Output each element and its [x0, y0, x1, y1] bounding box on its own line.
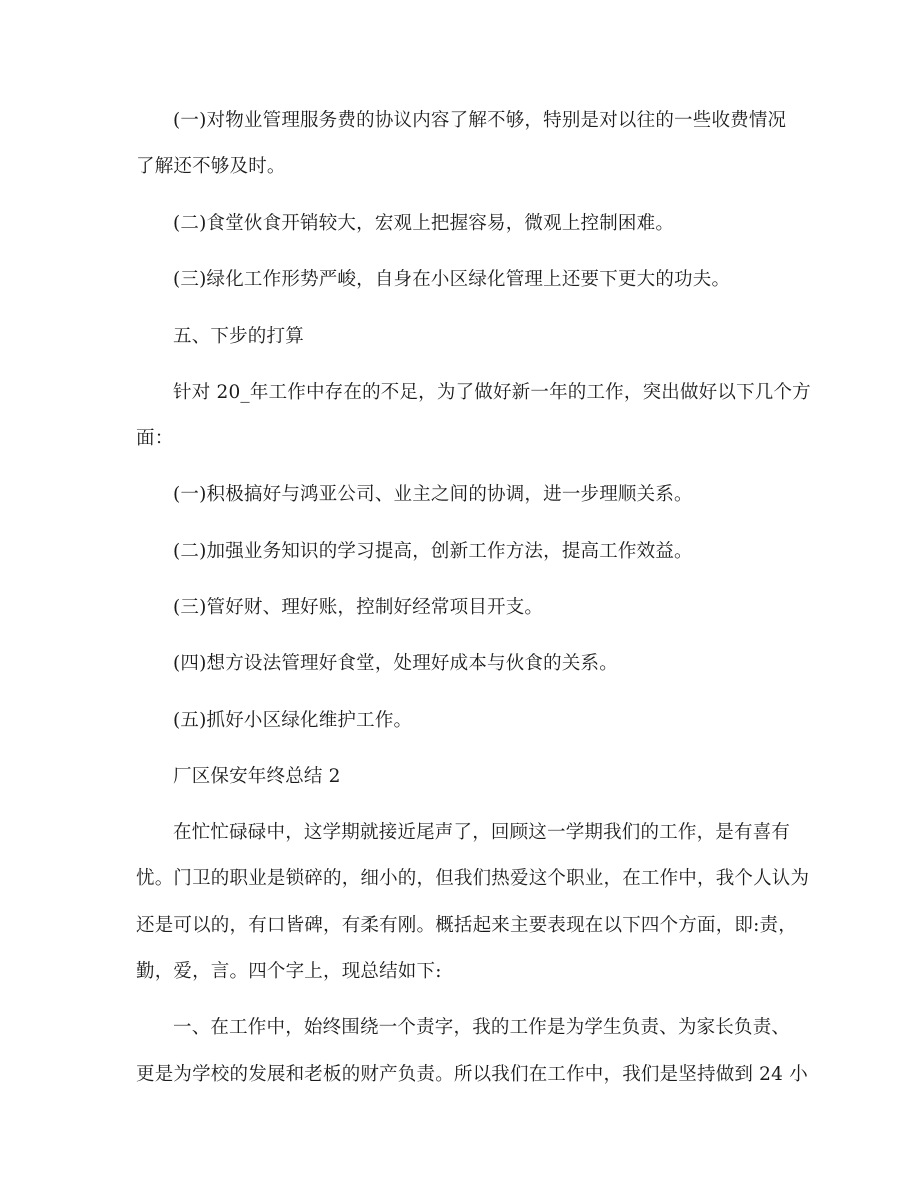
paragraph-line: 勤，爱，言。四个字上，现总结如下: [136, 961, 442, 982]
section-heading: 五、下步的打算 [173, 326, 304, 347]
paragraph-line: 在忙忙碌碌中，这学期就接近尾声了，回顾这一学期我们的工作，是有喜有 [173, 822, 791, 843]
paragraph-line: 了解还不够及时。 [136, 156, 286, 177]
paragraph-line: (一)对物业管理服务费的协议内容了解不够，特别是对以往的一些收费情况 [173, 110, 787, 131]
paragraph-line: 忧。门卫的职业是锁碎的，细小的，但我们热爱这个职业，在工作中，我个人认为 [136, 868, 810, 889]
paragraph-line: (二)食堂伙食开销较大，宏观上把握容易，微观上控制困难。 [173, 213, 675, 234]
paragraph-line: 面： [136, 428, 174, 449]
paragraph-line: (五)抓好小区绿化维护工作。 [173, 710, 413, 731]
paragraph-line: (四)想方设法管理好食堂，处理好成本与伙食的关系。 [173, 653, 618, 674]
paragraph-line: (一)积极搞好与鸿亚公司、业主之间的协调，进一步理顺关系。 [173, 484, 693, 505]
paragraph-line: (三)绿化工作形势严峻，自身在小区绿化管理上还要下更大的功夫。 [173, 269, 731, 290]
paragraph-line: 针对 20_年工作中存在的不足，为了做好新一年的工作，突出做好以下几个方 [173, 382, 811, 403]
paragraph-line: 更是为学校的发展和老板的财产负责。所以我们在工作中，我们是坚持做到 24 小 [136, 1064, 808, 1085]
paragraph-line: (二)加强业务知识的学习提高，创新工作方法，提高工作效益。 [173, 541, 693, 562]
paragraph-line: 还是可以的，有口皆碑，有柔有刚。概括起来主要表现在以下四个方面，即:责， [136, 915, 797, 936]
paragraph-line: (三)管好财、理好账，控制好经常项目开支。 [173, 597, 544, 618]
document-title: 厂区保安年终总结 2 [173, 766, 341, 787]
paragraph-line: 一、在工作中，始终围绕一个责字，我的工作是为学生负责、为家长负责、 [173, 1017, 791, 1038]
